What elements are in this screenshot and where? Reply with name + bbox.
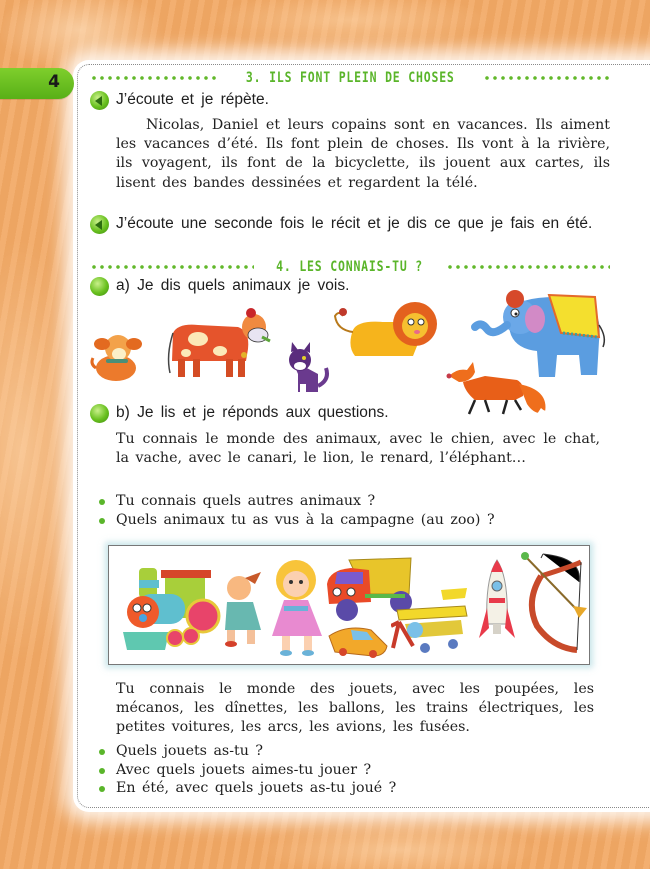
instruction-text: b) Je lis et je réponds aux questions.: [116, 404, 389, 421]
instruction-text: J’écoute une seconde fois le récit et je dis ce que je fais en été.: [116, 215, 593, 232]
train-toy: [117, 558, 225, 658]
small-doll-toy: [217, 570, 269, 650]
cat-illustration: [280, 340, 335, 396]
question-item: Quels animaux tu as vus à la campagne (au zoo) ?: [97, 511, 607, 530]
question-item: En été, avec quels jouets as-tu joué ?: [97, 779, 607, 798]
lion-illustration: [333, 290, 445, 372]
instruction-listen-again: [90, 214, 612, 234]
instruction-text: a) Je dis quels animaux je vois.: [116, 277, 350, 294]
animals-paragraph: Tu connais le monde des animaux, avec le chien, avec le chat, la vache, avec le canari, le lion, le renard, l’éléphant…: [116, 431, 600, 467]
toys-questions: [97, 742, 607, 798]
instruction-text: J’écoute et je répète.: [116, 91, 269, 108]
small-car-toy: [327, 624, 391, 660]
page-number-tab: [0, 68, 74, 99]
section-4-heading: [90, 257, 610, 277]
dotted-leader: [90, 76, 217, 80]
question-item: Avec quels jouets aimes-tu jouer ?: [97, 761, 607, 780]
instruction-part-b: [90, 403, 612, 423]
animals-questions: [97, 492, 607, 529]
listen-icon[interactable]: [90, 215, 109, 234]
green-dot-icon: [90, 277, 109, 296]
dotted-leader: [446, 265, 610, 269]
green-dot-icon: [90, 404, 109, 423]
question-item: Tu connais quels autres animaux ?: [97, 492, 607, 511]
dotted-leader: [90, 265, 254, 269]
instruction-listen-repeat: [90, 90, 612, 110]
story-paragraph: Nicolas, Daniel et leurs copains sont en vacances. Ils aiment les vacances d’été. Ils font plein de choses. Ils vont à la rivière, ils voyagent, ils font de la bicyclette, ils jouent aux cartes, ils lisent des bandes dessinées et regardent la télé.: [116, 117, 610, 191]
rocket-toy: [479, 558, 515, 650]
page-number: 4: [48, 72, 60, 92]
cow-illustration: [158, 305, 273, 385]
bow-and-arrow-toy: [517, 552, 589, 656]
dotted-leader: [483, 76, 610, 80]
dog-illustration: [88, 328, 146, 383]
section-3-title: 3. ILS FONT PLEIN DE CHOSES: [245, 70, 455, 86]
question-item: Quels jouets as-tu ?: [97, 742, 607, 761]
toys-illustration: [108, 545, 590, 665]
airplane-toy: [391, 586, 475, 660]
section-3-heading: [90, 68, 610, 88]
listen-icon[interactable]: [90, 91, 109, 110]
toys-paragraph: Tu connais le monde des jouets, avec les poupées, les mécanos, les dînettes, les ballons, les trains électriques, les petites voitures, les arcs, les avions, les fusées.: [116, 681, 594, 736]
section-4-title: 4. LES CONNAIS-TU ?: [276, 259, 424, 275]
